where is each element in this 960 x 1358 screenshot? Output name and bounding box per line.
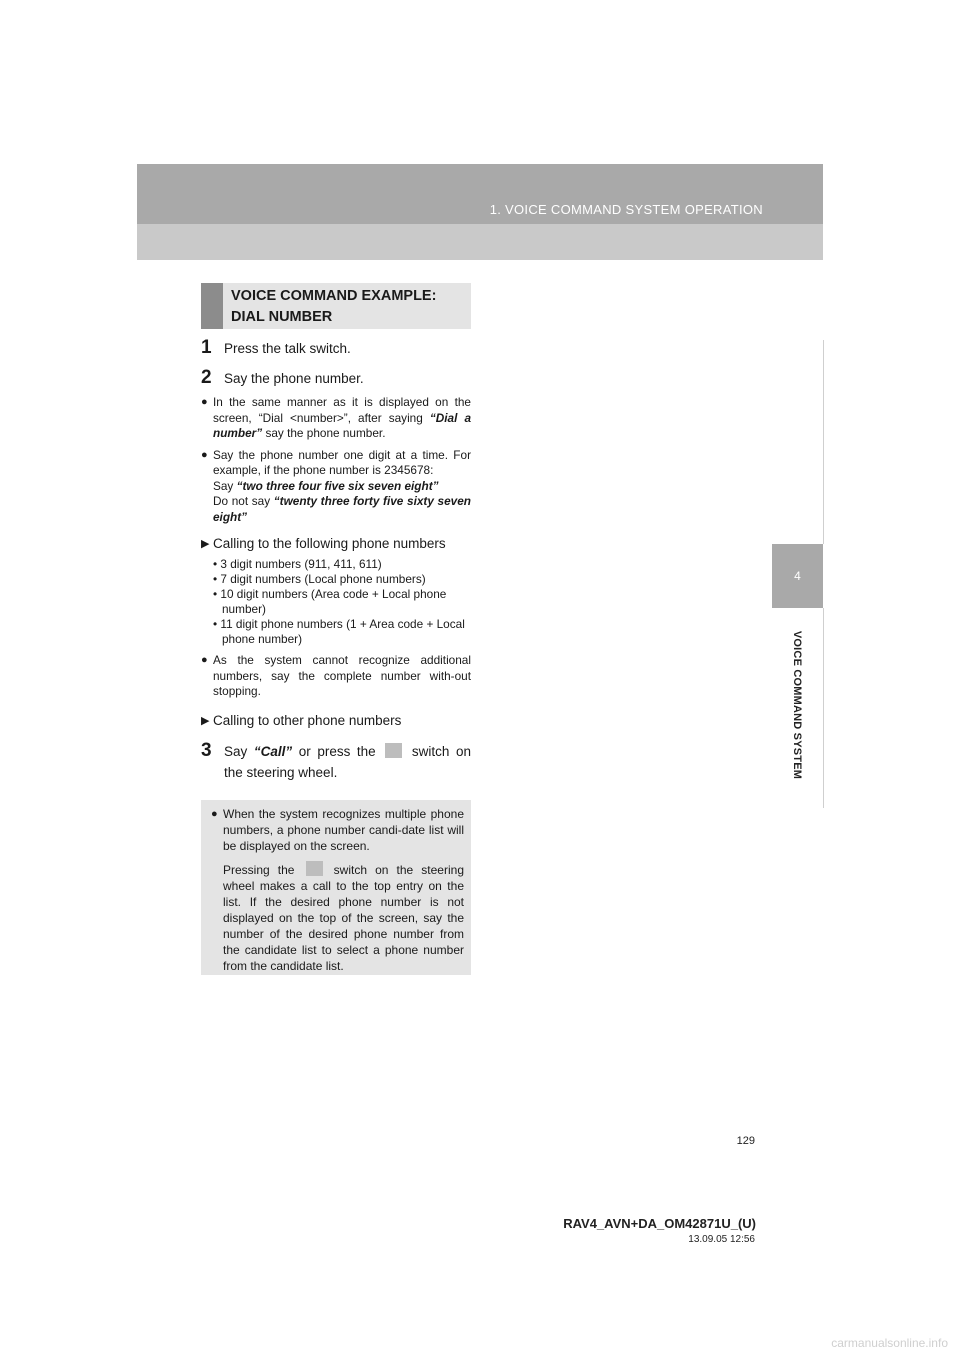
list-item: • 11 digit phone numbers (1 + Area code + Local phone number) bbox=[213, 617, 465, 646]
note-text bbox=[223, 806, 464, 974]
chapter-tab: 4 bbox=[772, 544, 823, 608]
heading-bar bbox=[201, 283, 223, 329]
talk-switch-icon bbox=[385, 743, 402, 758]
triangle-right-icon: ▶ bbox=[201, 714, 210, 727]
subheading bbox=[201, 712, 471, 730]
list-item: • 10 digit numbers (Area code + Local phone number) bbox=[213, 587, 447, 616]
chapter-label-text: VOICE COMMAND SYSTEM bbox=[791, 630, 803, 780]
note-paragraph-1: When the system recognizes multiple phone numbers, a phone number candi-date list will be displayed on the screen. bbox=[223, 807, 464, 853]
bullet-item bbox=[201, 448, 471, 526]
note-content bbox=[211, 800, 464, 974]
bullet-icon: ● bbox=[211, 808, 218, 820]
bullet-icon: ● bbox=[201, 654, 208, 666]
section-heading bbox=[201, 283, 471, 329]
header-top-strip bbox=[137, 164, 823, 224]
step-2 bbox=[201, 367, 471, 389]
note-paragraph-2: Pressing the switch on the steering wheel makes a call to the top entry on the list. If the desired phone number is not displayed on the top of the screen, say the number of the desired phone number from the candidate list to select a phone number from the candidate list. bbox=[223, 863, 464, 973]
watermark: carmanualsonline.info bbox=[831, 1336, 948, 1350]
bullet-text: As the system cannot recognize additional numbers, say the complete number with-out stopping. bbox=[213, 653, 471, 698]
side-rule-upper bbox=[772, 340, 824, 544]
bullet-icon: ● bbox=[201, 448, 208, 461]
step-1 bbox=[201, 337, 471, 359]
list-item: • 3 digit numbers (911, 411, 611) bbox=[213, 557, 382, 571]
step-number: 3 bbox=[201, 739, 212, 761]
step-text: Say “Call” or press the switch on the steering wheel. bbox=[224, 743, 471, 780]
note-box bbox=[201, 800, 471, 975]
bullet-item bbox=[201, 395, 471, 442]
document-code: RAV4_AVN+DA_OM42871U_(U) bbox=[563, 1216, 756, 1231]
step-text: Say the phone number. bbox=[224, 371, 364, 386]
section-title: 1. VOICE COMMAND SYSTEM OPERATION bbox=[489, 202, 763, 217]
step-text: Press the talk switch. bbox=[224, 341, 351, 356]
bullet-text: Say the phone number one digit at a time. For example, if the phone number is 2345678: Say “two three four five six seven eight” Do not say “twenty three forty five sixty seven eight” bbox=[213, 447, 472, 524]
main-column bbox=[201, 337, 471, 789]
heading-line-2: DIAL NUMBER bbox=[231, 309, 333, 325]
heading-text bbox=[231, 286, 436, 328]
step-number: 2 bbox=[201, 367, 212, 388]
document-date: 13.09.05 12:56 bbox=[688, 1234, 755, 1245]
chapter-label bbox=[771, 620, 823, 790]
talk-switch-icon bbox=[306, 861, 323, 876]
page-number: 129 bbox=[736, 1135, 755, 1147]
bullet-text: In the same manner as it is displayed on the screen, “Dial <number>”, after saying “Dial a number” say the phone number. bbox=[213, 395, 471, 440]
step-3 bbox=[201, 740, 471, 783]
list-item: • 7 digit numbers (Local phone numbers) bbox=[213, 572, 426, 586]
subheading-text: Calling to the following phone numbers bbox=[213, 536, 446, 551]
bullet-icon: ● bbox=[201, 396, 208, 408]
heading-line-1: VOICE COMMAND EXAMPLE: bbox=[231, 288, 437, 304]
subheading-text: Calling to other phone numbers bbox=[213, 712, 402, 728]
subheading bbox=[201, 535, 471, 553]
note-item bbox=[211, 806, 464, 974]
header-band bbox=[137, 164, 823, 260]
bullet-item bbox=[201, 653, 471, 700]
step-number: 1 bbox=[201, 337, 212, 358]
triangle-right-icon: ▶ bbox=[201, 538, 210, 550]
